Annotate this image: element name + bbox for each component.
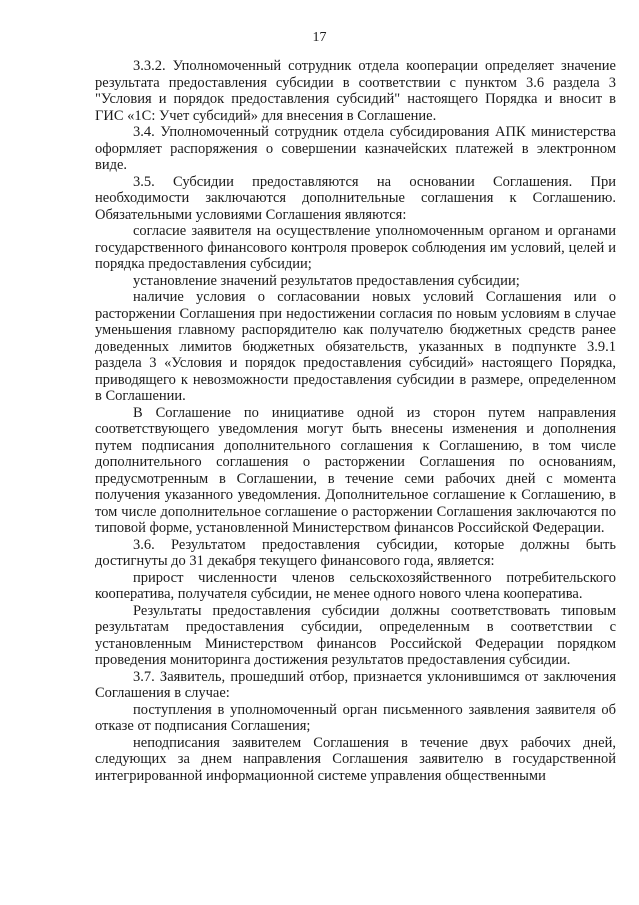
paragraph-3-4: 3.4. Уполномоченный сотрудник отдела субсидирования АПК министерства оформляет распоряжения о совершении казначейских платежей в электронном виде. [95,124,616,173]
paragraph-result-typical: Результаты предоставления субсидии должны соответствовать типовым результатам предоставления субсидии, определенным в соответствии с установленным Министерством финансов Российской Федерации порядком проведения мониторинга достижения результатов предоставления субсидии. [95,602,616,668]
paragraph-condition-consent: согласие заявителя на осуществление уполномоченным органом и органами государственного финансового контроля проверок соблюдения им условий, целей и порядка предоставления субсидии; [95,223,616,272]
page-number: 17 [312,30,327,45]
paragraph-condition-new-terms: наличие условия о согласовании новых условий Соглашения или о расторжении Соглашения при недостижении согласия по новым условиям в случае уменьшения главному распорядителю как получателю бюджетных средств ранее доведенных лимитов бюджетных обязательств, указанных в подпункте 3.9.1 раздела 3 «Условия и порядок предоставления субсидий» настоящего Порядка, приводящего к невозможности предоставления субсидии в размере, определенном в Соглашении. [95,289,616,404]
paragraph-3-7: 3.7. Заявитель, прошедший отбор, признается уклонившимся от заключения Соглашения в случае: [95,668,616,701]
paragraph-amendments: В Соглашение по инициативе одной из сторон путем направления соответствующего уведомления могут быть внесены изменения и дополнения путем подписания дополнительного соглашения к Соглашению, в том числе дополнительного соглашения о расторжении Соглашения по основаниям, предусмотренным в Соглашении, в течение семи рабочих дней с момента получения указанного уведомления. Дополнительное соглашение к Соглашению, в том числе дополнительное соглашение о расторжении Соглашения заключаются по типовой форме, установленной Министерством финансов Российской Федерации. [95,404,616,536]
paragraph-3-3-2: 3.3.2. Уполномоченный сотрудник отдела кооперации определяет значение результата предоставления субсидии в соответствии с пунктом 3.6 раздела 3 "Условия и порядок предоставления субсидий" настоящего Порядка и вносит в ГИС «1С: Учет субсидий» для внесения в Соглашение. [95,58,616,124]
paragraph-3-5: 3.5. Субсидии предоставляются на основании Соглашения. При необходимости заключаются дополнительные соглашения к Соглашению. Обязательными условиями Соглашения являются: [95,173,616,223]
paragraph-3-6: 3.6. Результатом предоставления субсидии, которые должны быть достигнуты до 31 декабря текущего финансового года, является: [95,536,616,569]
paragraph-condition-results: установление значений результатов предоставления субсидии; [133,272,520,289]
paragraph-refusal-statement: поступления в уполномоченный орган письменного заявления заявителя об отказе от подписания Соглашения; [95,701,616,734]
paragraph-result-growth: прирост численности членов сельскохозяйственного потребительского кооператива, получателя субсидии, не менее одного нового члена кооператива. [95,569,616,602]
paragraph-non-signing: неподписания заявителем Соглашения в течение двух рабочих дней, следующих за днем направления Соглашения заявителю в государственной интегрированной информационной системе управления общественными [95,734,616,784]
document-body [95,58,616,784]
